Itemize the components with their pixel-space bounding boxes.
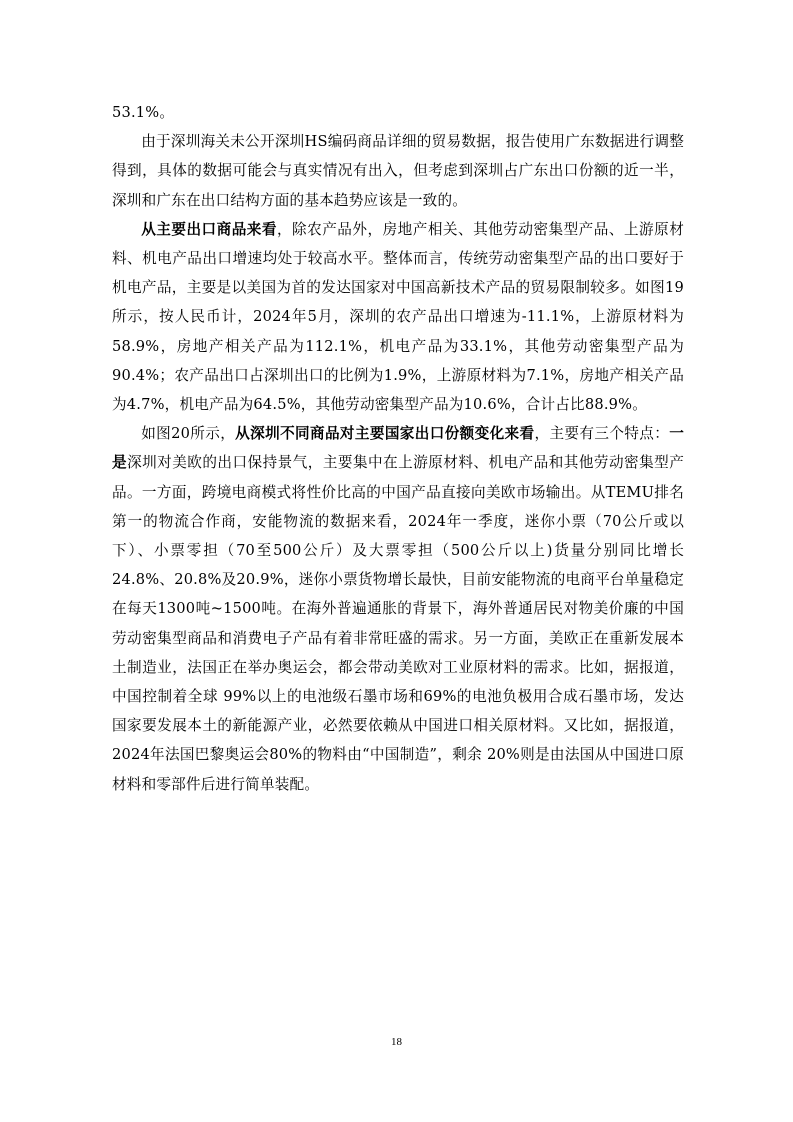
paragraph-text: 由于深圳海关未公开深圳HS编码商品详细的贸易数据，报告使用广东数据进行调整得到，具体的数据可能会与真实情况有出入，但考虑到深圳占广东出口份额的近一半，深圳和广东在出口结构方面的基本趋势应该是一致的。 [112,133,684,209]
body-text [112,98,684,799]
paragraph-text: 53.1%。 [112,104,175,121]
paragraph-text: ，除农产品外，房地产相关、其他劳动密集型产品、上游原材料、机电产品出口增速均处于较高水平。整体而言，传统劳动密集型产品的出口要好于机电产品，主要是以美国为首的发达国家对中国高新技术产品的贸易限制较多。如图19所示，按人民币计，2024年5月，深圳的农产品出口增速为-11.1%，上游原材料为58.9%，房地产相关产品为112.1%，机电产品为33.1%，其他劳动密集型产品为90.4%；农产品出口占深圳出口的比例为1.9%，上游原材料为7.1%，房地产相关产品为4.7%，机电产品为64.5%，其他劳动密集型产品为10.6%，合计占比88.9%。 [112,220,684,414]
paragraph-data-source [112,127,684,215]
page-number: 18 [391,1036,402,1048]
bold-lead: 从主要出口商品来看 [141,220,277,238]
bold-point-marker: 一是 [112,425,684,472]
paragraph-main-export-goods [112,215,684,419]
bold-lead: 从深圳不同商品对主要国家出口份额变化来看 [235,425,535,443]
paragraph-text: 如图20所示， [141,425,236,443]
paragraph-export-share-change [112,419,684,799]
paragraph-text: 深圳对美欧的出口保持景气，主要集中在上游原材料、机电产品和其他劳动密集型产品。一方面，跨境电商模式将性价比高的中国产品直接向美欧市场输出。从TEMU排名第一的物流合作商，安能物流的数据来看，2024年一季度，迷你小票（70公斤或以下）、小票零担（70至500公斤）及大票零担（500公斤以上)货量分别同比增长24.8%、20.8%及20.9%，迷你小票货物增长最快，目前安能物流的电商平台单量稳定在每天1300吨~1500吨。在海外普遍通胀的背景下，海外普通居民对物美价廉的中国劳动密集型商品和消费电子产品有着非常旺盛的需求。另一方面，美欧正在重新发展本土制造业，法国正在举办奥运会，都会带动美欧对工业原材料的需求。比如，据报道，中国控制着全球 99%以上的电池级石墨市场和69%的电池负极用合成石墨市场，发达国家要发展本土的新能源产业，必然要依赖从中国进口相关原材料。又比如，据报道，2024年法国巴黎奥运会80%的物料由“中国制造”，剩余 20%则是由法国从中国进口原材料和零部件后进行简单装配。 [112,454,684,793]
paragraph-text: ，主要有三个特点： [534,425,670,443]
paragraph-continuation [112,98,684,127]
